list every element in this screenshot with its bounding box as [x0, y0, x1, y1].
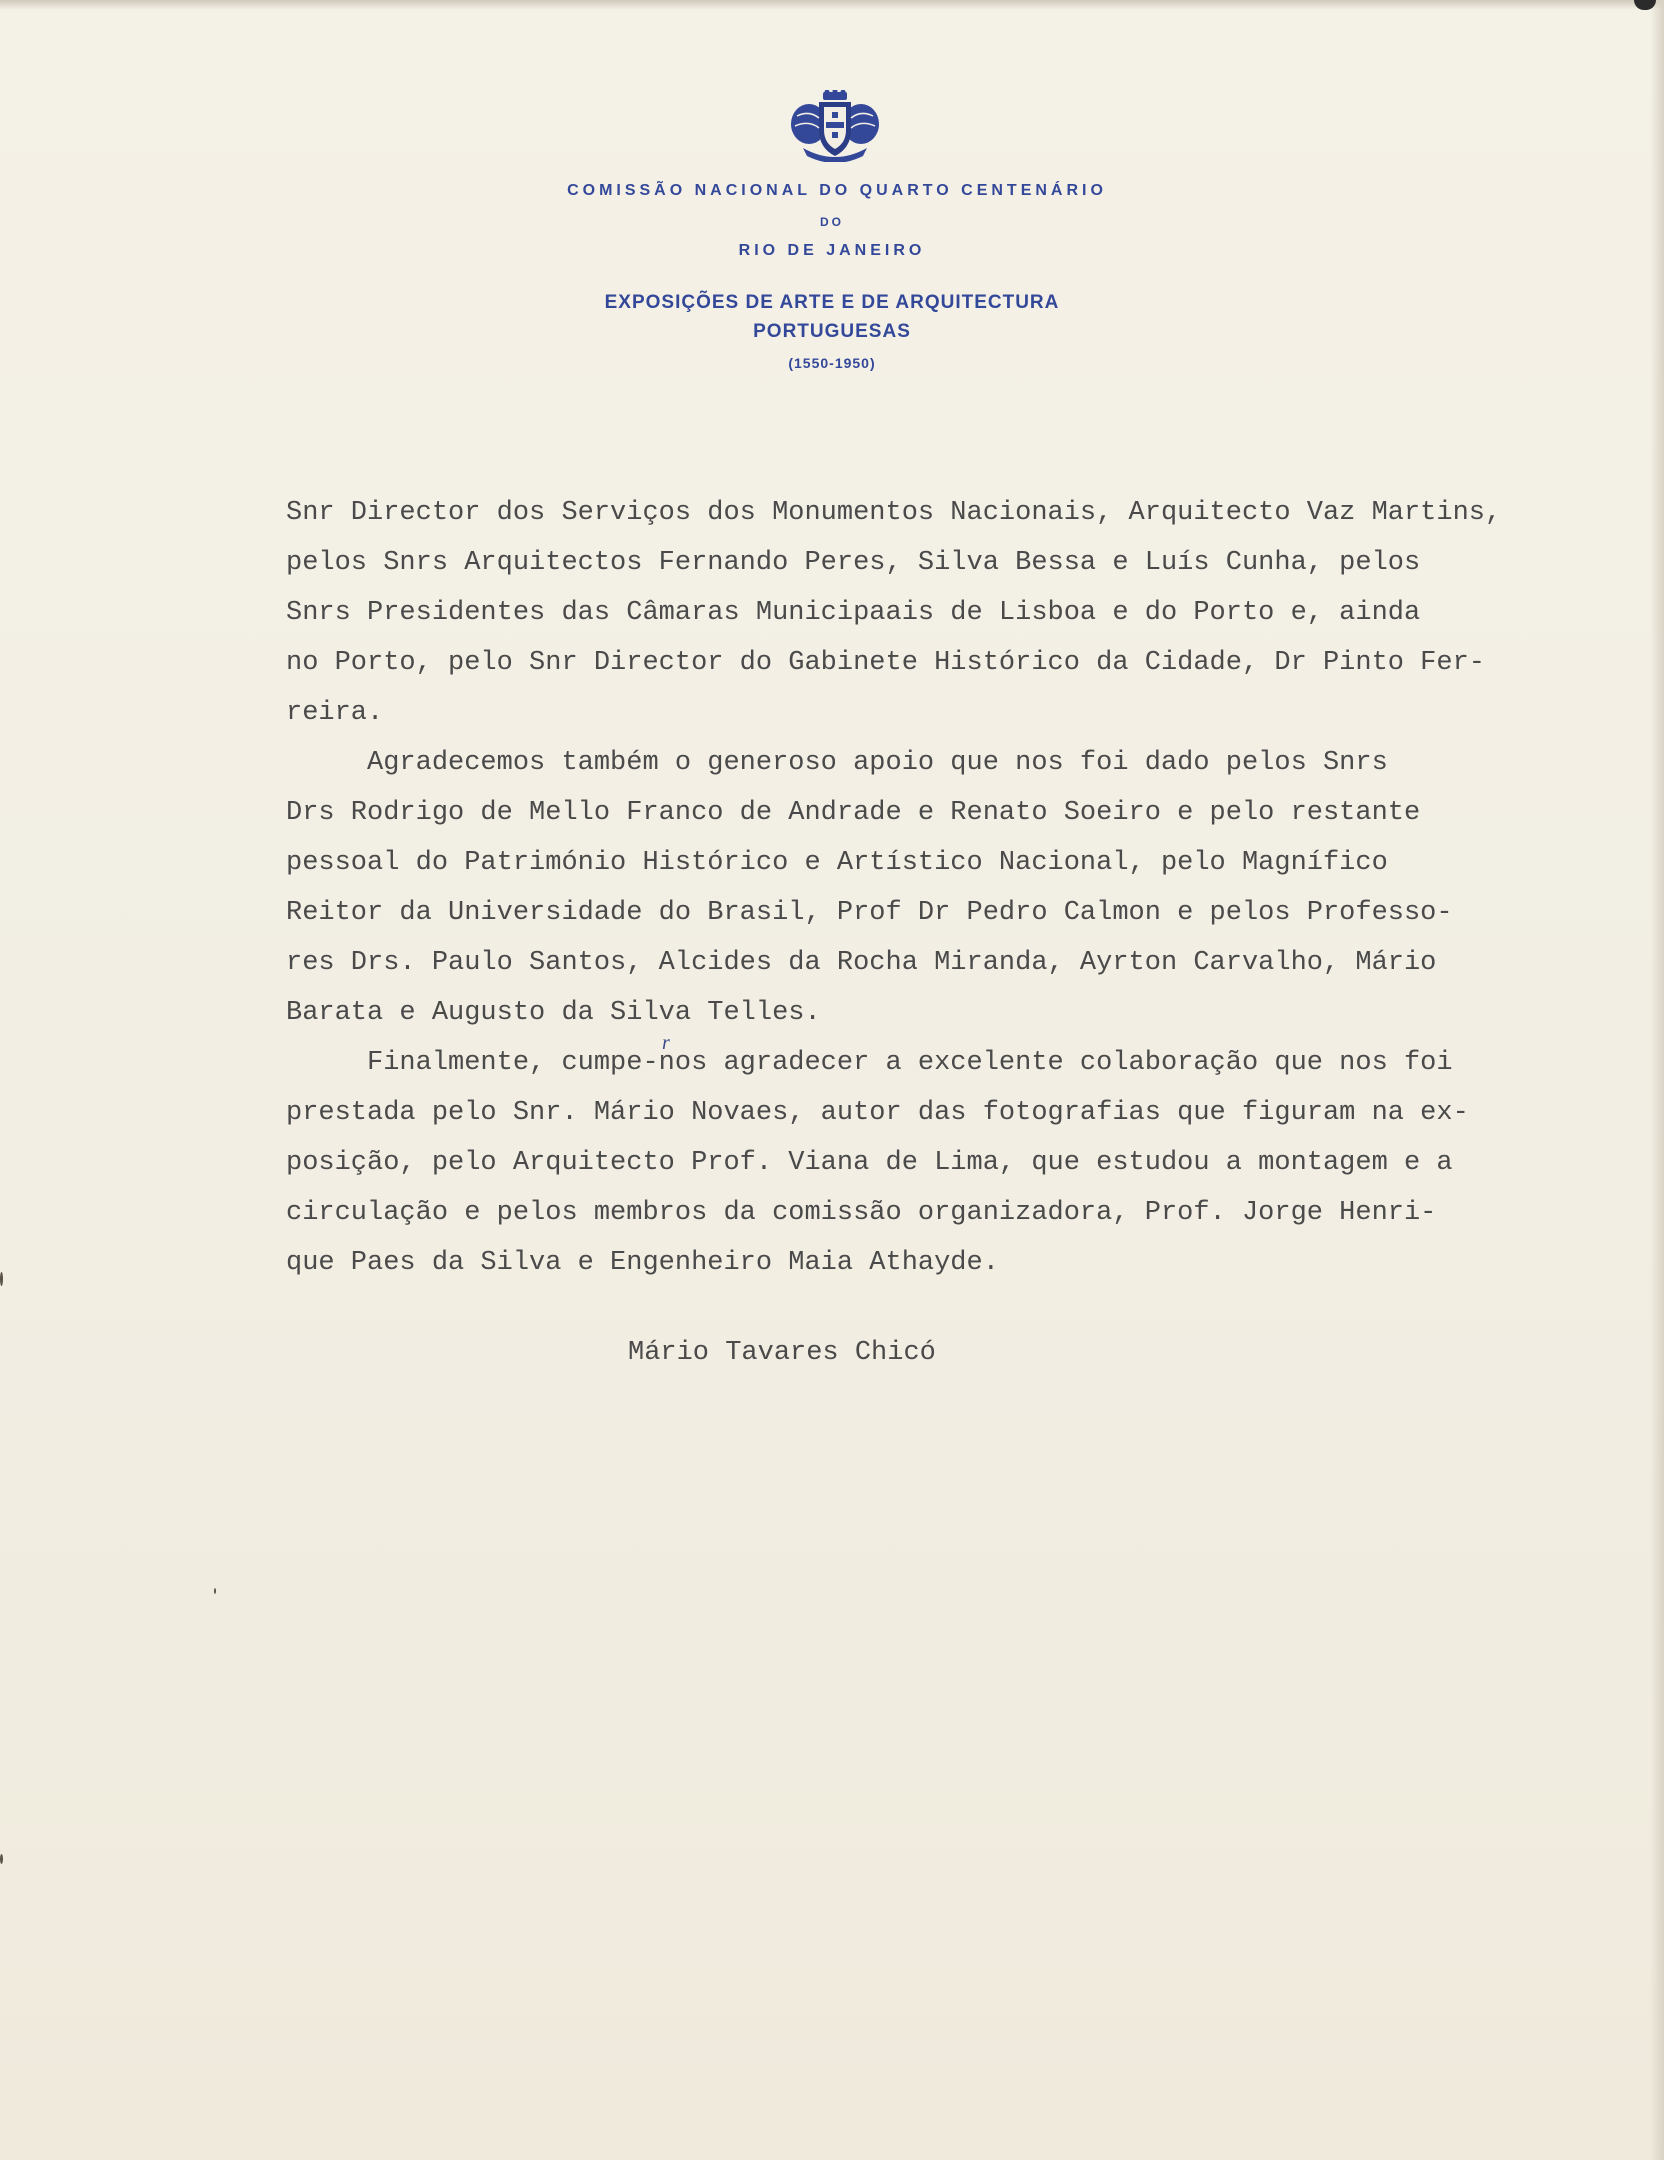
body-line: Snrs Presidentes das Câmaras Municipaais de Lisboa e do Porto e, ainda	[286, 598, 1421, 628]
body-line: Snr Director dos Serviços dos Monumentos Nacionais, Arquitecto Vaz Martins,	[286, 498, 1502, 528]
exhibition-title-line1: EXPOSIÇÕES DE ARTE E DE ARQUITECTURA	[604, 292, 1060, 313]
paper-speck	[0, 1854, 3, 1864]
body-line: Reitor da Universidade do Brasil, Prof Dr Pedro Calmon e pelos Professo-	[286, 898, 1453, 928]
body-line: prestada pelo Snr. Mário Novaes, autor das fotografias que figuram na ex-	[286, 1098, 1469, 1128]
commission-title: COMISSÃO NACIONAL DO QUARTO CENTENÁRIO	[567, 182, 1107, 199]
body-line: que Paes da Silva e Engenheiro Maia Athayde.	[286, 1248, 999, 1278]
body-line: res Drs. Paulo Santos, Alcides da Rocha Miranda, Ayrton Carvalho, Mário	[286, 948, 1437, 978]
handwritten-correction: r	[662, 1032, 670, 1054]
body-line: no Porto, pelo Snr Director do Gabinete Histórico da Cidade, Dr Pinto Fer-	[286, 648, 1485, 678]
body-line: Drs Rodrigo de Mello Franco de Andrade e Renato Soeiro e pelo restante	[286, 798, 1421, 828]
body-line: pessoal do Património Histórico e Artístico Nacional, pelo Magnífico	[286, 848, 1388, 878]
letter-body	[286, 488, 1616, 1288]
signature-name: Mário Tavares Chicó	[628, 1338, 936, 1368]
body-line: posição, pelo Arquitecto Prof. Viana de Lima, que estudou a montagem e a	[286, 1148, 1453, 1178]
paper-speck	[214, 1588, 216, 1594]
page-top-edge	[0, 0, 1664, 10]
body-line: Barata e Augusto da Silva Telles.	[286, 998, 821, 1028]
body-line: Finalmente, cumpe-nos agradecer a excelente colaboração que nos foi	[286, 1048, 1453, 1078]
coat-of-arms-icon	[789, 90, 881, 162]
body-line: circulação e pelos membros da comissão organizadora, Prof. Jorge Henri-	[286, 1198, 1437, 1228]
body-line: Agradecemos também o generoso apoio que nos foi dado pelos Snrs	[286, 748, 1388, 778]
body-line: reira.	[286, 698, 384, 728]
commission-connector: DO	[820, 215, 844, 229]
paper-speck	[0, 1272, 3, 1286]
exhibition-dates: (1550-1950)	[788, 355, 876, 371]
exhibition-title-line2: PORTUGUESAS	[753, 321, 911, 342]
body-line: pelos Snrs Arquitectos Fernando Peres, Silva Bessa e Luís Cunha, pelos	[286, 548, 1421, 578]
commission-city: RIO DE JANEIRO	[738, 242, 926, 259]
